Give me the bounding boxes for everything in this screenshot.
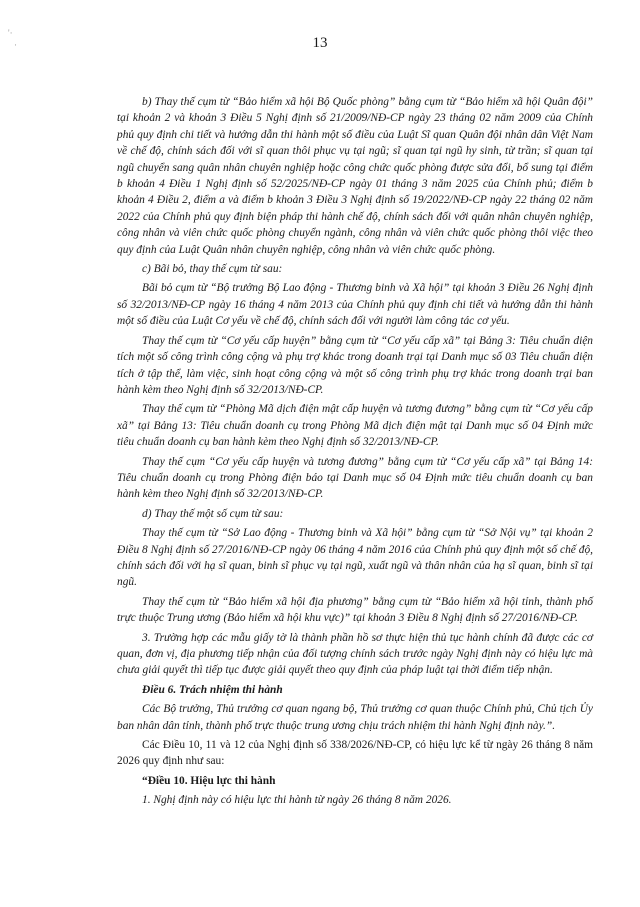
- clause-c-replace-table14: Thay thế cụm “Cơ yếu cấp huyện và tương đương” bằng cụm từ “Cơ yếu cấp xã” tại Bảng 14: Tiêu chuẩn doanh cụ trong Phòng điện báo tại Danh mục số 04 Định mức tiêu chuẩn doanh cụ ban hành kèm theo Nghị định số 32/2013/NĐ-CP.: [117, 455, 593, 501]
- article-6-body: Các Bộ trưởng, Thủ trưởng cơ quan ngang bộ, Thủ trưởng cơ quan thuộc Chính phủ, Chủ tịch Ủy ban nhân dân tỉnh, thành phố trực thuộc trung ương chịu trách nhiệm thi hành Nghị định này.”.: [117, 703, 593, 732]
- clause-d-heading: d) Thay thế một số cụm từ sau:: [142, 507, 284, 520]
- scan-speck: ·: [14, 40, 17, 50]
- clause-c-replace-table3: Thay thế cụm từ “Cơ yếu cấp huyện” bằng cụm từ “Cơ yếu cấp xã” tại Bảng 3: Tiêu chuẩn diện tích một số công trình công cộng và phụ trợ khác trong doanh trại tại Danh mục số 03 Tiêu chuẩn diện tích ở tập thể, làm việc, sinh hoạt công cộng và một số công trình phụ trợ khác trong doanh trại ban hành kèm theo Nghị định số 32/2013/NĐ-CP.: [117, 334, 593, 396]
- article-6-heading: Điều 6. Trách nhiệm thi hành: [142, 683, 283, 696]
- clause-c-repeal: Bãi bỏ cụm từ “Bộ trưởng Bộ Lao động - Thương binh và Xã hội” tại khoản 3 Điều 26 Nghị định số 32/2013/NĐ-CP ngày 16 tháng 4 năm 2013 của Chính phủ quy định chi tiết và hướng dẫn thi hành một số điều của Luật Cơ yếu về chế độ, chính sách đối với người làm công tác cơ yếu.: [117, 282, 593, 328]
- article-10-clause-1: 1. Nghị định này có hiệu lực thi hành từ ngày 26 tháng 8 năm 2026.: [142, 794, 452, 807]
- clause-d-replace-2: Thay thế cụm từ “Bảo hiểm xã hội địa phương” bằng cụm từ “Bảo hiểm xã hội tỉnh, thành phố trực thuộc Trung ương (Bảo hiểm xã hội khu vực)” tại khoản 3 Điều 8 Nghị định số 27/2016/NĐ-CP.: [117, 595, 593, 625]
- scan-speck: '·: [8, 28, 13, 38]
- page-number: 13: [312, 35, 328, 51]
- clause-3: 3. Trường hợp các mẫu giấy tờ là thành phần hồ sơ thực hiện thủ tục hành chính đã được các cơ quan, đơn vị, địa phương tiếp nhận của đối tượng chính sách trước ngày Nghị định này có hiệu lực mà chưa giải quyết thì tiếp tục được giải quyết theo quy định của pháp luật tại thời điểm tiếp nhận.: [117, 631, 593, 677]
- document-body: [117, 94, 593, 812]
- clause-c-heading: c) Bãi bỏ, thay thế cụm từ sau:: [142, 263, 283, 276]
- clause-b: b) Thay thế cụm từ “Bảo hiểm xã hội Bộ Quốc phòng” bằng cụm từ “Bảo hiểm xã hội Quân đội” tại khoản 2 và khoản 3 Điều 5 Nghị định số 21/2009/NĐ-CP ngày 23 tháng 02 năm 2009 của Chính phủ quy định chi tiết và hướng dẫn thi hành một số điều của Luật Sĩ quan Quân đội nhân dân Việt Nam về chế độ, chính sách đối với sĩ quan thôi phục vụ tại ngũ; sĩ quan tại ngũ hy sinh, từ trần; sĩ quan tại ngũ chuyển sang quân nhân chuyên nghiệp hoặc công chức quốc phòng được sửa đổi, bổ sung tại điểm b khoản 4 Điều 1 Nghị định số 52/2025/NĐ-CP ngày 01 tháng 3 năm 2025 của Chính phủ; điểm b khoản 4 Điều 2, điểm a và điểm b khoản 3 Điều 3 Nghị định số 19/2022/NĐ-CP ngày 22 tháng 02 năm 2022 của Chính phủ quy định biện pháp thi hành chế độ, chính sách đối với quân nhân chuyên nghiệp, công nhân và viên chức quốc phòng chuyển ngành, công nhân và viên chức quốc phòng thôi việc theo quy định của Luật Quân nhân chuyên nghiệp, công nhân và viên chức quốc phòng.: [117, 96, 593, 256]
- clause-c-replace-table13: Thay thế cụm từ “Phòng Mã dịch điện mật cấp huyện và tương đương” bằng cụm từ “Cơ yếu cấp xã” tại Bảng 13: Tiêu chuẩn doanh cụ trong Phòng Mã dịch điện mật tại Danh mục số 04 Định mức tiêu chuẩn doanh cụ ban hành kèm theo Nghị định số 32/2013/NĐ-CP.: [117, 403, 593, 449]
- article-10-heading: “Điều 10. Hiệu lực thi hành: [142, 774, 276, 787]
- clause-d-replace-1: Thay thế cụm từ “Sở Lao động - Thương binh và Xã hội” bằng cụm từ “Sở Nội vụ” tại khoản 2 Điều 8 Nghị định số 27/2016/NĐ-CP ngày 06 tháng 4 năm 2016 của Chính phủ quy định một số chế độ, chính sách đối với hạ sĩ quan, binh sĩ phục vụ tại ngũ, xuất ngũ và thân nhân của hạ sĩ quan, binh sĩ tại ngũ.: [117, 527, 593, 589]
- intro-paragraph: Các Điều 10, 11 và 12 của Nghị định số 338/2026/NĐ-CP, có hiệu lực kể từ ngày 26 tháng 8 năm 2026 quy định như sau:: [117, 739, 593, 768]
